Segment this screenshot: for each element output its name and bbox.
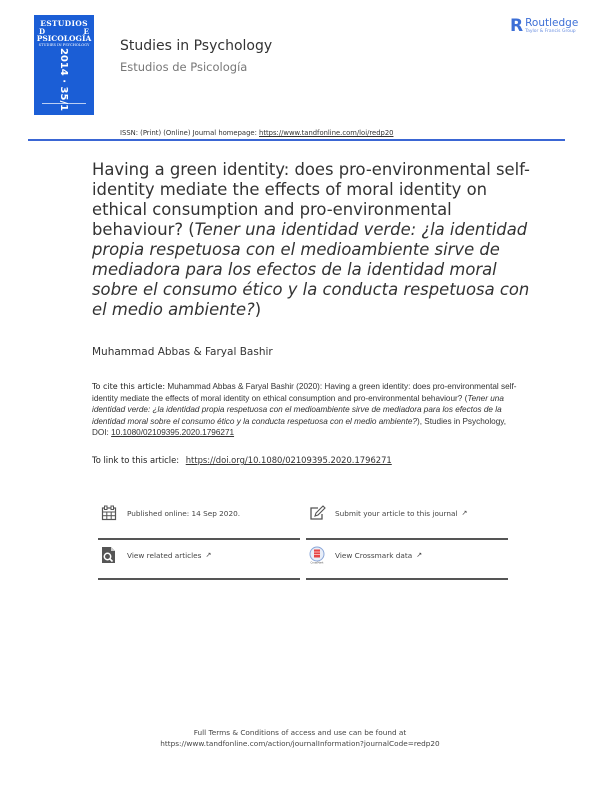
journal-subtitle: Estudios de Psicología <box>120 60 248 74</box>
header-rule <box>28 139 565 141</box>
issn-line <box>120 129 393 137</box>
calendar-icon <box>100 504 118 522</box>
svg-text:CrossMark: CrossMark <box>310 561 324 564</box>
cover-line1: ESTUDIOS <box>40 19 88 28</box>
footer-line1: Full Terms & Conditions of access and use can be found at <box>193 728 407 737</box>
article-authors: Muhammad Abbas & Faryal Bashir <box>92 346 273 358</box>
info-divider <box>98 538 300 540</box>
crossmark-icon <box>308 546 326 564</box>
journal-cover <box>34 15 94 115</box>
view-related-articles-link[interactable] <box>100 546 211 564</box>
article-link-label: To link to this article: <box>92 455 180 465</box>
published-online <box>100 504 240 522</box>
publisher-name: Routledge <box>525 17 579 29</box>
citation-spanish: Tener una identidad verde: ¿la identidad propia respetuosa con el medioambiente sirve de mediadora para los efectos de la identidad moral sobre el consumo ético y la conducta respetuosa con el medio ambiente? <box>92 393 504 426</box>
cover-spine: 2014 · 35/1 <box>58 47 70 111</box>
journal-title: Studies in Psychology <box>120 38 273 54</box>
submit-article-link[interactable] <box>308 504 467 522</box>
publisher-tagline: Taylor & Francis Group <box>525 29 576 34</box>
citation-doi-link[interactable]: 10.1080/02109395.2020.1796271 <box>111 428 235 437</box>
external-link-icon: ↗ <box>461 509 468 517</box>
cover-line2-left: D <box>39 27 46 36</box>
article-doi-link[interactable]: https://doi.org/10.1080/02109395.2020.1796271 <box>185 455 392 465</box>
cover-line4: STUDIES IN PSYCHOLOGY <box>38 43 90 47</box>
cover-line3: PSICOLOGÍA <box>36 34 92 43</box>
published-online-text: Published online: 14 Sep 2020. <box>127 508 241 518</box>
cover-publisher-mark <box>42 103 86 110</box>
footer-terms-link[interactable]: https://www.tandfonline.com/action/journalInformation?journalCode=redp20 <box>160 739 440 748</box>
cover-line2-right: E <box>83 27 89 36</box>
journal-homepage-link[interactable]: https://www.tandfonline.com/loi/redp20 <box>259 129 394 137</box>
edit-icon <box>308 504 326 522</box>
citation-label: To cite this article: <box>92 382 166 391</box>
external-link-icon: ↗ <box>205 551 212 559</box>
publisher-logo <box>510 18 578 35</box>
external-link-icon: ↗ <box>416 551 423 559</box>
info-divider <box>98 578 300 580</box>
search-document-icon <box>100 546 118 564</box>
article-link-line <box>92 455 392 465</box>
info-divider <box>306 578 508 580</box>
article-title-spanish: Tener una identidad verde: ¿la identidad propia respetuosa con el medioambiente sirve de mediadora para los efectos de la identidad moral sobre el consumo ético y la conducta respetuosa con el medio ambiente? <box>92 220 530 319</box>
view-related-articles-text: View related articles <box>127 550 202 560</box>
view-crossmark-text: View Crossmark data <box>335 550 413 560</box>
submit-article-text: Submit your article to this journal <box>335 508 458 518</box>
article-title: Having a green identity: does pro-environmental self-identity mediate the effects of moral identity on ethical consumption and pro-environmental behaviour? (Tener una identidad verde: ¿la identidad propia respetuosa con el medioambiente sirve de mediadora para los efectos de la identidad moral sobre el consumo ético y la conducta respetuosa con el medio ambiente?) <box>92 160 530 319</box>
issn-label: ISSN: (Print) (Online) Journal homepage: <box>120 129 257 137</box>
view-crossmark-link[interactable] <box>308 546 422 564</box>
routledge-r-icon: R <box>510 16 524 36</box>
footer-terms <box>0 727 600 749</box>
info-divider <box>306 538 508 540</box>
citation-block: To cite this article: Muhammad Abbas & Faryal Bashir (2020): Having a green identity: does pro-environmental self-identity mediate the effects of moral identity on ethical consumption and pro-environmental behaviour? (Tener una identidad verde: ¿la identidad propia respetuosa con el medioambiente sirve de mediadora para los efectos de la identidad moral sobre el consumo ético y la conducta respetuosa con el medio ambiente?), Studies in Psychology, DOI: 10.1080/02109395.2020.1796271 <box>92 382 517 437</box>
